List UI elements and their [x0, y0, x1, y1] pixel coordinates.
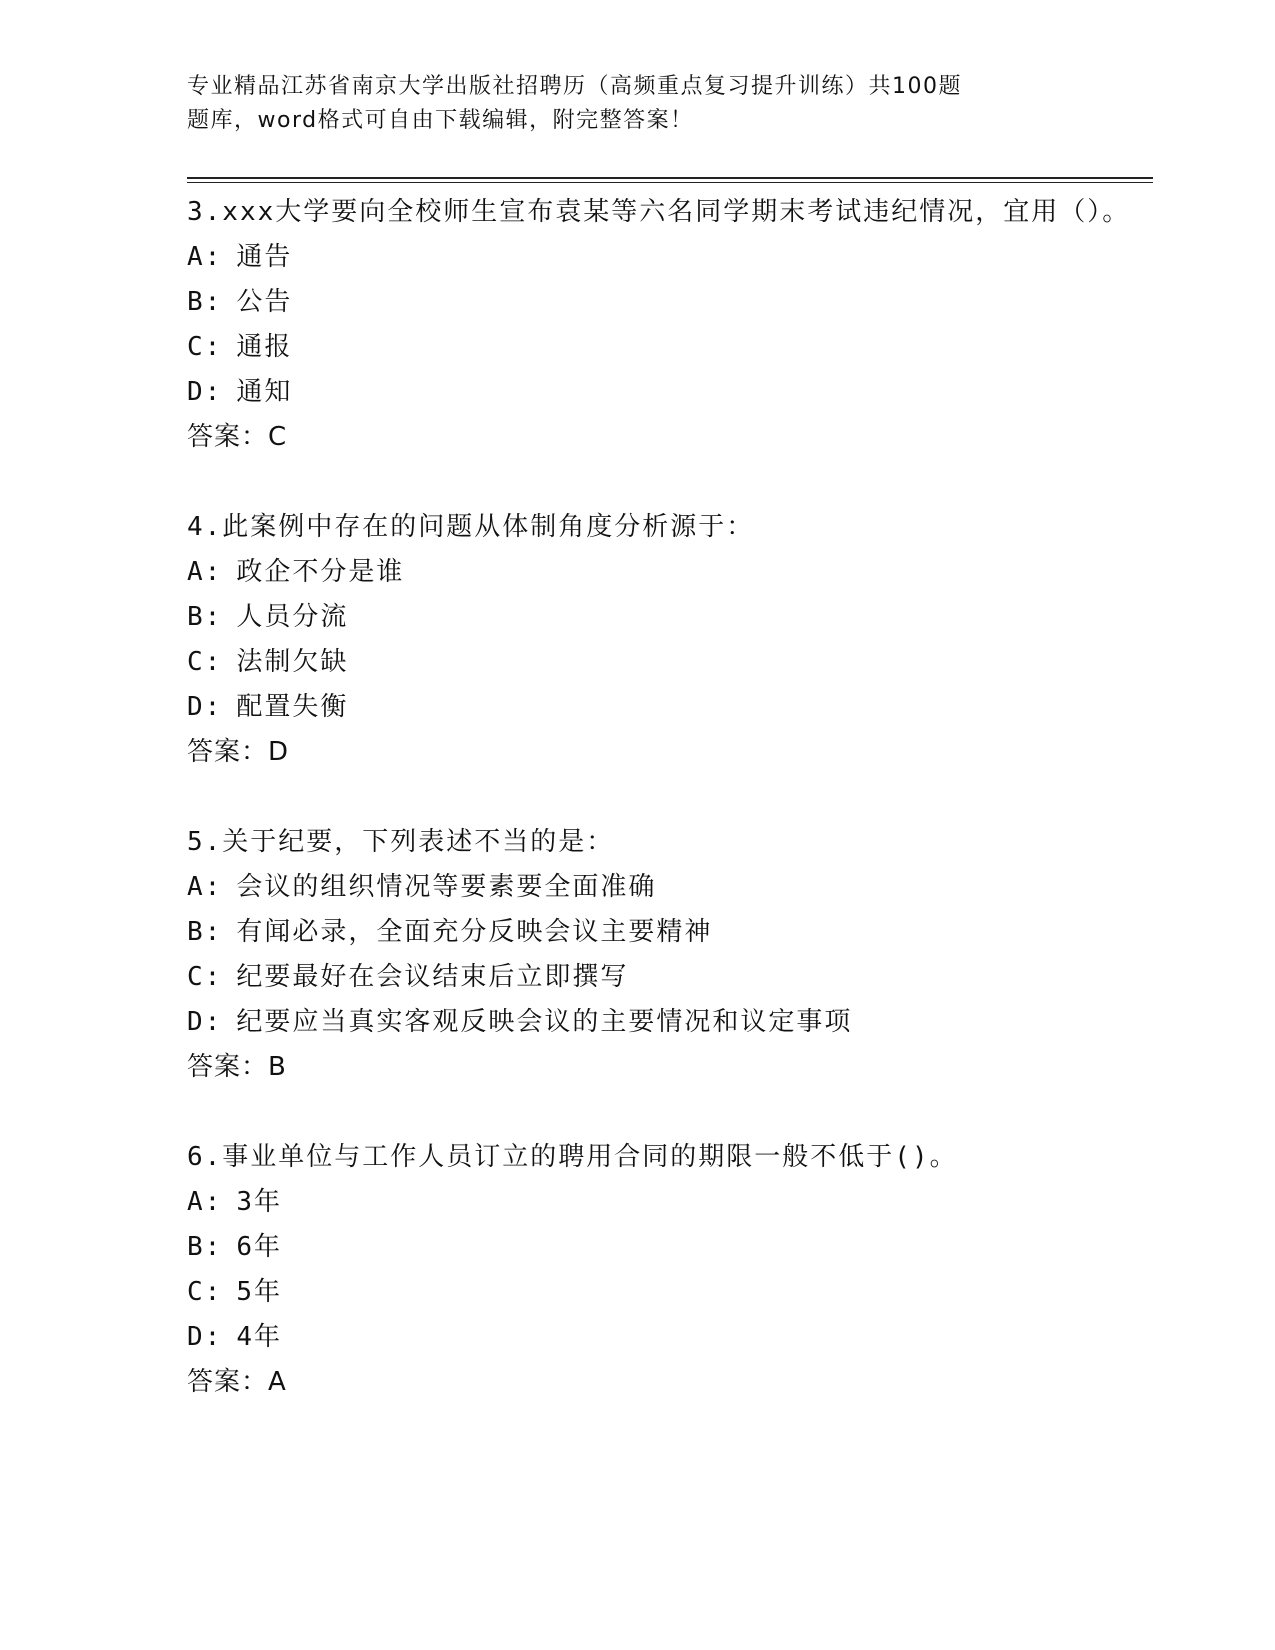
- option-text: 公告: [236, 287, 293, 317]
- option-text: 通告: [236, 242, 293, 272]
- option-a: [187, 235, 1147, 280]
- question-list: [187, 190, 1147, 1450]
- option-letter: D:: [187, 1322, 223, 1352]
- option-text: 人员分流: [236, 602, 349, 632]
- option-text: 法制欠缺: [236, 647, 349, 677]
- option-letter: A:: [187, 872, 223, 902]
- option-c: [187, 640, 1147, 685]
- option-letter: B:: [187, 287, 223, 317]
- option-letter: D:: [187, 377, 223, 407]
- header-divider-thin: [187, 182, 1153, 183]
- option-text: 4年: [236, 1322, 282, 1352]
- option-a: [187, 1180, 1147, 1225]
- option-d: [187, 1000, 1147, 1045]
- option-text: 5年: [236, 1277, 282, 1307]
- option-text: 纪要最好在会议结束后立即撰写: [236, 962, 629, 992]
- option-text: 6年: [236, 1232, 282, 1262]
- answer-line: 答案：A: [187, 1367, 287, 1397]
- question-item: [187, 1135, 1147, 1405]
- question-stem: 4.此案例中存在的问题从体制角度分析源于：: [187, 512, 755, 542]
- option-a: [187, 550, 1147, 595]
- option-c: [187, 955, 1147, 1000]
- question-stem: 5.关于纪要，下列表述不当的是：: [187, 827, 615, 857]
- option-b: [187, 1225, 1147, 1270]
- question-item: [187, 505, 1147, 775]
- option-d: [187, 370, 1147, 415]
- option-text: 会议的组织情况等要素要全面准确: [236, 872, 657, 902]
- question-item: [187, 190, 1147, 460]
- option-text: 政企不分是谁: [236, 557, 405, 587]
- header-title-line-2: 题库，word格式可自由下载编辑，附完整答案！: [187, 108, 694, 133]
- question-item: [187, 820, 1147, 1090]
- document-header: [187, 70, 1027, 138]
- option-text: 通报: [236, 332, 293, 362]
- option-letter: A:: [187, 242, 223, 272]
- option-d: [187, 1315, 1147, 1360]
- option-c: [187, 325, 1147, 370]
- option-letter: D:: [187, 1007, 223, 1037]
- option-text: 纪要应当真实客观反映会议的主要情况和议定事项: [236, 1007, 853, 1037]
- option-letter: A:: [187, 1187, 223, 1217]
- option-b: [187, 910, 1147, 955]
- option-text: 配置失衡: [236, 692, 349, 722]
- option-text: 有闻必录，全面充分反映会议主要精神: [236, 917, 713, 947]
- answer-line: 答案：B: [187, 1052, 287, 1082]
- header-title-line-1: 专业精品江苏省南京大学出版社招聘历（高频重点复习提升训练）共100题: [187, 74, 962, 99]
- option-letter: A:: [187, 557, 223, 587]
- option-letter: B:: [187, 917, 223, 947]
- option-b: [187, 595, 1147, 640]
- option-a: [187, 865, 1147, 910]
- option-text: 3年: [236, 1187, 282, 1217]
- option-letter: C:: [187, 1277, 223, 1307]
- option-b: [187, 280, 1147, 325]
- option-c: [187, 1270, 1147, 1315]
- option-letter: C:: [187, 332, 223, 362]
- question-stem: 6.事业单位与工作人员订立的聘用合同的期限一般不低于()。: [187, 1142, 958, 1172]
- answer-line: 答案：C: [187, 422, 288, 452]
- question-stem: 3.xxx大学要向全校师生宣布袁某等六名同学期末考试违纪情况，宜用（）。: [187, 197, 1131, 227]
- answer-line: 答案：D: [187, 737, 290, 767]
- option-letter: B:: [187, 602, 223, 632]
- option-text: 通知: [236, 377, 293, 407]
- option-letter: D:: [187, 692, 223, 722]
- header-divider-thick: [187, 177, 1153, 179]
- option-letter: C:: [187, 647, 223, 677]
- option-letter: C:: [187, 962, 223, 992]
- option-letter: B:: [187, 1232, 223, 1262]
- option-d: [187, 685, 1147, 730]
